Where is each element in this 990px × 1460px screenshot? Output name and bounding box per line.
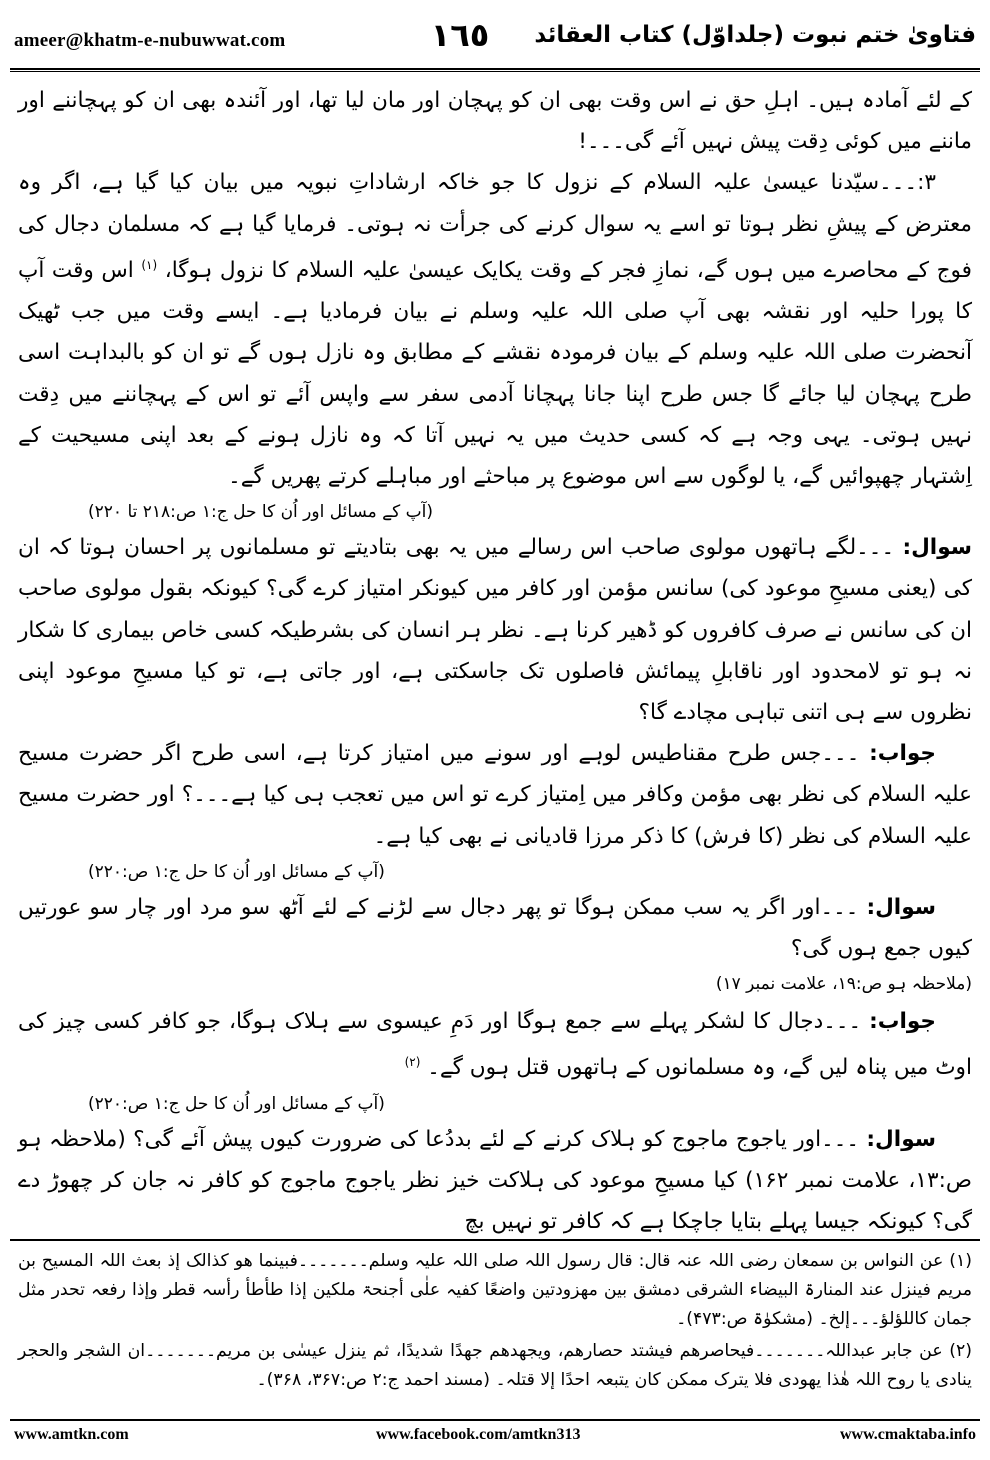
header-rule-thin [10,71,980,72]
footnotes [18,1247,972,1398]
question-3-text: ۔۔۔اور یاجوج ماجوج کو ہلاک کرنے کے لئے بددُعا کی ضرورت کیوں پیش آئے گی؟ (ملاحظہ ہو ص:۱۳، علامت نمبر ۱۶۲) کیا مسیحِ موعود کی ہلاکت خیز نظر یاجوج ماجوج کو کافر نہ جان کر چھوڑ دے گی؟ کیونکہ جیسا پہلے بتایا جاچکا ہے کہ کافر تو نہیں بچ [18,1126,972,1235]
paragraph-2 [18,162,972,497]
footer-link-cmaktaba[interactable]: www.cmaktaba.info [839,1426,976,1443]
page-number: ١٦٥ [430,16,490,54]
paragraph-2-part-a: ۳:۔۔۔سیّدنا عیسیٰ علیہ السلام کے نزول کا جو خاکہ ارشاداتِ نبویہ میں بیان کیا گیا ہے، اگر وہ معترض کے پیشِ نظر ہوتا تو اسے یہ سوال کرنے کی جرأت نہ ہوتی۔ فرمایا گیا ہے کہ مسلمان دجال کی فوج کے محاصرے میں ہوں گے، نمازِ فجر کے وقت یکایک عیسیٰ علیہ السلام کا نزول ہوگا، [18,170,972,283]
footer-link-amtkn[interactable]: www.amtkn.com [14,1426,129,1443]
answer-2 [18,1001,972,1089]
question-1 [18,527,972,733]
paragraph-1: کے لئے آمادہ ہیں۔ اہلِ حق نے اس وقت بھی ان کو پہچان اور مان لیا تھا، اور آئندہ بھی ان کو پہچاننے اور ماننے میں کوئی دِقت پیش نہیں آئے گی۔۔۔! [18,88,972,155]
answer-1-text: ۔۔۔جس طرح مقناطیس لوہے اور سونے میں امتیاز کرتا ہے، اسی طرح اگر حضرت مسیح علیہ السلام کی نظر بھی مؤمن وکافر میں اِمتیاز کرے تو اس میں تعجب ہی کیا ہے۔۔۔؟ اور حضرت مسیح علیہ السلام کی نظر (کا فرش) کا ذکر مرزا قادیانی نے بھی کیا ہے۔ [18,741,972,849]
question-label: سوال: [866,1126,936,1152]
question-3 [18,1119,972,1243]
footnote-marker-1[interactable]: (۱) [141,257,158,272]
reference-3: (ملاحظہ ہو ص:۱۹، علامت نمبر ۱۷) [715,974,972,995]
question-label: سوال: [866,894,936,920]
reference-2: (آپ کے مسائل اور اُن کا حل ج:۱ ص:۲۲۰) [88,861,385,882]
question-label: سوال: [902,535,972,561]
answer-1 [18,733,972,857]
header-rule [10,68,980,70]
question-2 [18,887,972,969]
footnote-1: (۱) عن النواس بن سمعان رضی اللہ عنہ قال: قال رسول اللہ صلی اللہ علیہ وسلم۔۔۔۔۔۔۔فبینما ھو کذالک إذ بعث اللہ المسیح بن مریم فینزل عند المنارۃ البیضاء الشرقی دمشق بین مھزودتین واضعًا کفیہ علٰی أجنحۃ ملکین إذا طأطأ رأسہ قطر وإذا رفعہ تحدر مثل جمان کاللؤلؤ۔۔۔إلخ۔ (مشکوٰۃ ص:۴۷۳)۔ [18,1251,972,1329]
footnote-marker-2[interactable]: (۲) [404,1055,421,1070]
reference-4: (آپ کے مسائل اور اُن کا حل ج:۱ ص:۲۲۰) [88,1093,385,1114]
footer-rule [10,1419,980,1421]
footer-link-facebook[interactable]: www.facebook.com/amtkn313 [376,1426,581,1443]
paragraph-2-part-b: اس وقت آپ کا پورا حلیہ اور نقشہ بھی آپ صلی اللہ علیہ وسلم نے بیان فرمادیا ہے۔ ایسے وقت میں جب ٹھیک آنحضرت صلی اللہ علیہ وسلم کے بیان فرمودہ نقشے کے مطابق وہ نازل ہوں گے تو ان کو بالبداہت اسی طرح پہچان لیا جائے گا جس طرح اپنا جانا پہچانا آدمی سفر سے واپس آئے تو اس کے پہچاننے میں دِقت نہیں ہوتی۔ یہی وجہ ہے کہ کسی حدیث میں یہ نہیں آتا کہ وہ نازل ہونے کے بعد اپنی مسیحیت کے اِشتہار چھپوائیں گے، یا لوگوں سے اس موضوع پر مباحثے اور مباہلے کرتے پھریں گے۔ [18,258,972,490]
answer-label: جواب: [869,741,936,767]
question-2-text: ۔۔۔اور اگر یہ سب ممکن ہوگا تو پھر دجال سے لڑنے کے لئے آٹھ سو مرد اور چار سو عورتیں کیوں جمع ہوں گی؟ [18,894,972,962]
answer-label: جواب: [869,1009,936,1035]
footnote-2: (۲) عن جابر عبداللہ۔۔۔۔۔۔۔فیحاصرھم فیشتد حصارھم، ویجھدھم جھدًا شدیدًا، ثم ینزل عیسٰی بن مریم۔۔۔۔۔۔۔ان الشجر والحجر ینادی یا روح اللہ ھٰذا یھودی فلا یترک ممکن کان یتبعہ احدًا إلا قتلہ۔ (مسند احمد ج:۲ ص:۳۶۷، ۳۶۸)۔ [18,1341,972,1390]
answer-2-text: ۔۔۔دجال کا لشکر پہلے سے جمع ہوگا اور دَمِ عیسوی سے ہلاک ہوگا، جو کافر کسی چیز کی اوٹ میں پناہ لیں گے، وہ مسلمانوں کے ہاتھوں قتل ہوں گے۔ [18,1009,972,1081]
footnote-rule [10,1239,980,1241]
question-1-text: ۔۔۔لگے ہاتھوں مولوی صاحب اس رسالے میں یہ بھی بتادیتے تو مسلمانوں پر احسان ہوتا کہ ان کی (یعنی مسیحِ موعود کی) سانس مؤمن اور کافر میں کیونکر امتیاز کرے گی؟ کیونکہ بقول مولوی صاحب ان کی سانس نے صرف کافروں کو ڈھیر کرنا ہے۔ نظر ہر انسان کی بشرطیکہ کسی خاص بیماری کا شکار نہ ہو تو لامحدود اور ناقابلِ پیمائش فاصلوں تک جاسکتی ہے، اور جاتی ہے، تو کیا مسیحِ موعود اپنی نظروں سے ہی اتنی تباہی مچادے گا؟ [18,535,972,726]
book-title: فتاویٰ ختم نبوت (جلداوّل) کتاب العقائد [534,22,976,48]
reference-1: (آپ کے مسائل اور اُن کا حل ج:۱ ص:۲۱۸ تا ۲۲۰) [88,502,434,523]
main-text [18,80,972,1242]
header-email: ameer@khatm-e-nubuwwat.com [14,30,286,51]
